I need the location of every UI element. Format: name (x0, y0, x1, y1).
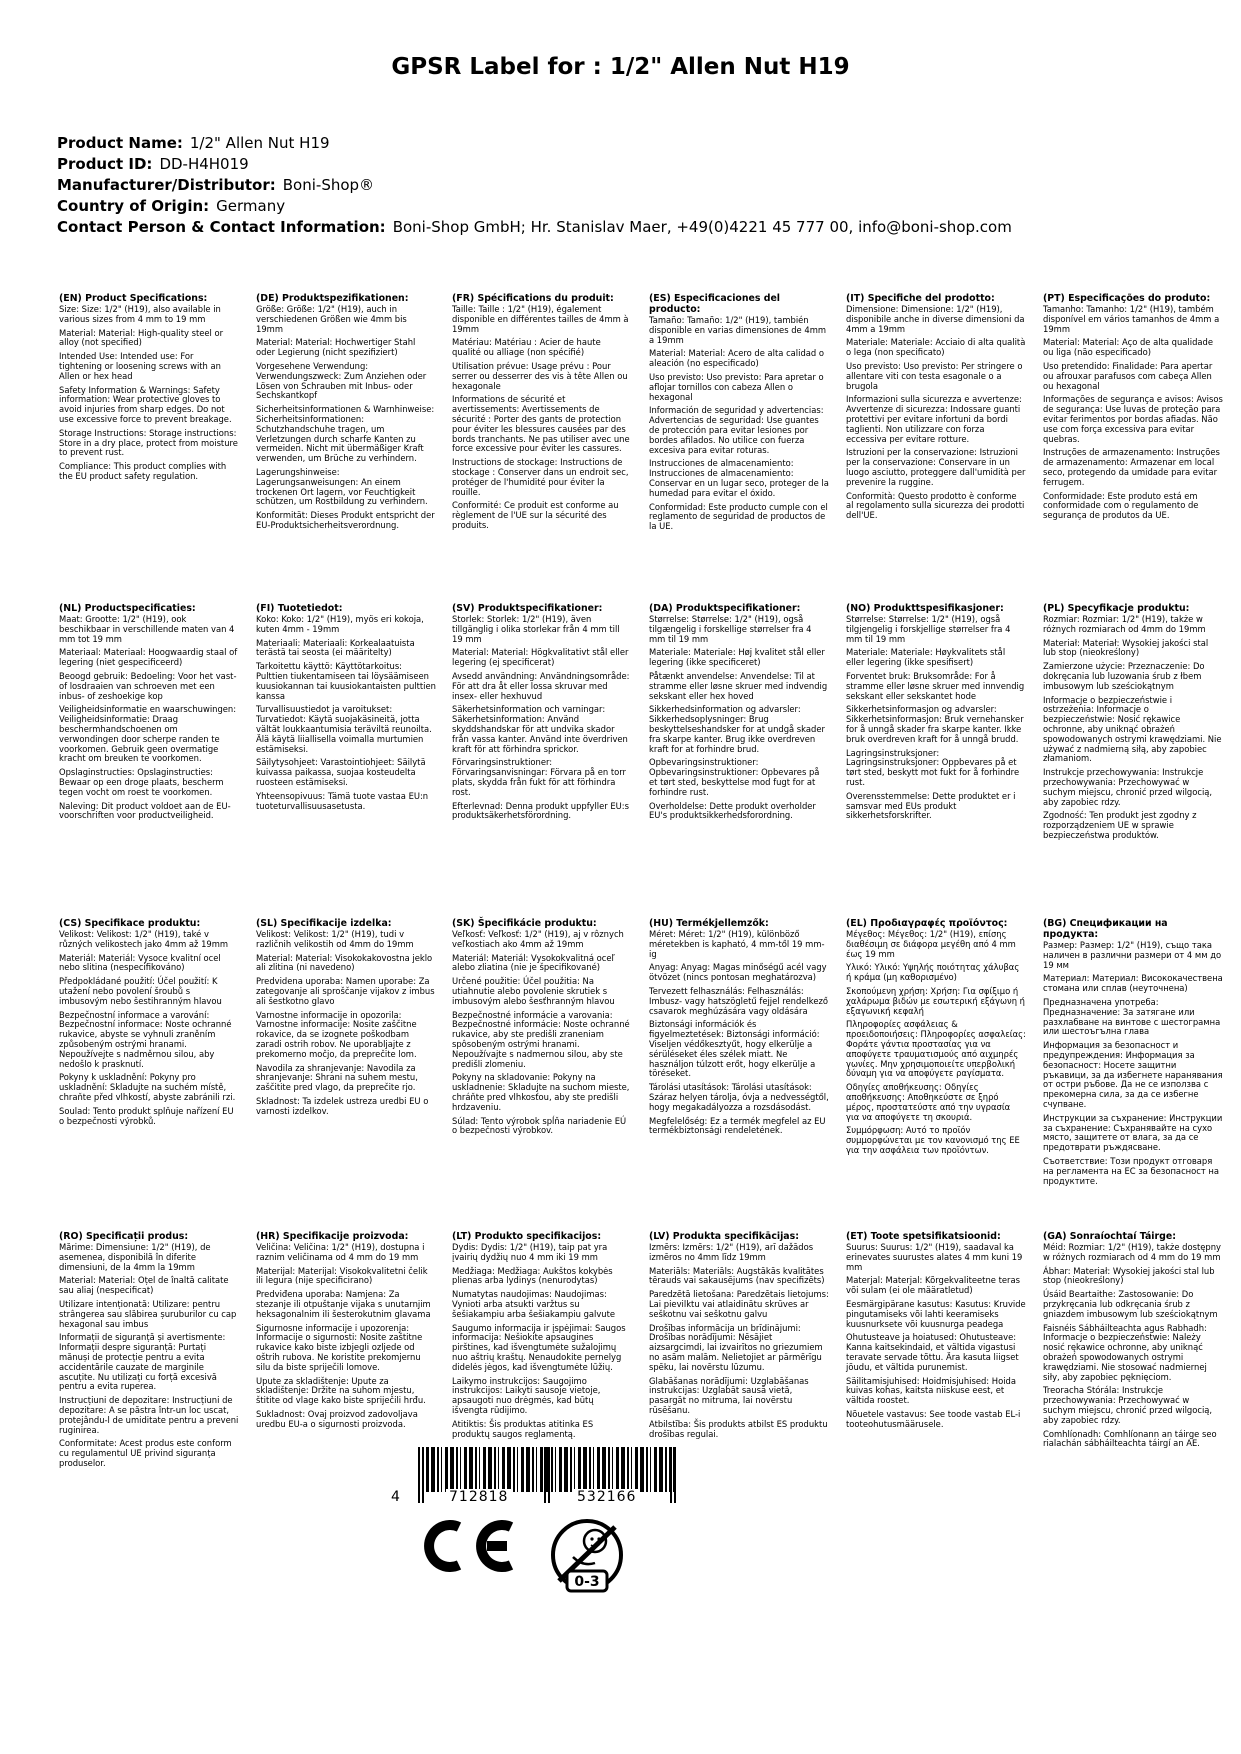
spec-paragraph: Størrelse: Størrelse: 1/2" (H19), også tilgjengelig i forskjellige størrelser fra 4 mm til 19 mm (846, 614, 1011, 644)
spec-paragraph: Navodila za shranjevanje: Navodila za shranjevanje: Shrani na suhem mestu, zaščitite pred vlago, da preprečite rjo. (256, 1062, 418, 1093)
lang-block-pl (1043, 603, 1223, 845)
spec-paragraph: Mărime: Dimensiune: 1/2" (H19), de asemenea, disponibilă în diferite dimensiuni, de la 4mm la 19mm (59, 1242, 211, 1272)
spec-paragraph: Tárolási utasítások: Tárolási utasítások: Száraz helyen tárolja, óvja a nedvességtől, hogy megakadályozza a rozsdásodást. (649, 1082, 829, 1112)
spec-paragraph: Informații de siguranță și avertismente: Informații despre siguranță: Purtați mănuși de protecție pentru a evita accidentările cauzate de marginile ascuțite. Nu utilizați cu forță excesivă pentru a evita ruperea. (59, 1332, 226, 1392)
lang-block-fi-title: (FI) Tuotetiedot: (256, 603, 343, 614)
spec-paragraph: Vorgesehene Verwendung: Verwendungszweck: Zum Anziehen oder Lösen von Schrauben mit Inbus- oder Sechskantkopf (256, 360, 427, 401)
spec-paragraph: Uso pretendido: Finalidade: Para apertar ou afrouxar parafusos com cabeça Allen ou hexagonal (1043, 360, 1213, 391)
spec-paragraph: Storage Instructions: Storage instructions: Store in a dry place, protect from moisture to prevent rust. (59, 427, 238, 458)
lang-block-nl (59, 603, 239, 825)
lang-block-hu (649, 918, 829, 1140)
manufacturer-label: Manufacturer/Distributor: (57, 176, 276, 194)
lang-block-sk-body (452, 930, 632, 1136)
page-title: GPSR Label for : 1/2" Allen Nut H19 (391, 54, 850, 80)
spec-paragraph: Bezpečnostní informace a varování: Bezpečnostní informace: Noste ochranné rukavice, abyste se vyhnuli zraněním způsobeným ostrými hranami. Nepoužívejte s nadměrnou silou, aby nedošlo k prasknutí. (59, 1009, 232, 1069)
lang-block-en-title: (EN) Product Specifications: (59, 293, 208, 304)
spec-paragraph: Comhlíonadh: Comhlíonann an táirge seo rialachán sábháilteachta táirgí an AE. (1043, 1428, 1217, 1449)
spec-paragraph: Predviđena uporaba: Namjena: Za stezanje ili otpuštanje vijaka s unutarnjim heksagonalnim ili šesterokutnim glavama (256, 1289, 431, 1319)
origin-row (57, 196, 1207, 217)
spec-paragraph: Conformidad: Este producto cumple con el reglamento de seguridad de productos de la UE. (649, 501, 828, 532)
spec-paragraph: Veiligheidsinformatie en waarschuwingen: Veiligheidsinformatie: Draag beschermhandschoenen om verwondingen door scherpe randen te voorkomen. Gebruik geen overmatige kracht om breuken te voorkomen. (59, 704, 237, 764)
lang-block-ga-body (1043, 1243, 1223, 1449)
lang-block-lt-title: (LT) Produkto specifikacijos: (452, 1231, 602, 1242)
barcode-guard-bar (422, 1447, 424, 1503)
spec-paragraph: Saugumo informacija ir įspėjimai: Saugos informacija: Nešiokite apsaugines pirštines, kad išvengtumėte sužalojimų nuo aštrių kraštų. Nenaudokite pernelyg didelės jėgos, kad išvengtumėte lūžių. (452, 1322, 626, 1372)
spec-paragraph: Anyag: Anyag: Magas minőségű acél vagy ötvözet (nincs pontosan meghatározva) (649, 962, 827, 983)
lang-block-en-body (59, 305, 239, 482)
spec-paragraph: Material: Material: High-quality steel or alloy (not specified) (59, 327, 224, 348)
lang-block-ga-title: (GA) Sonraíochtaí Táirge: (1043, 1231, 1176, 1242)
spec-paragraph: Material: Material: Aço de alta qualidade ou liga (não especificado) (1043, 337, 1213, 358)
product-name-label: Product Name: (57, 134, 183, 152)
spec-paragraph: Taille: Taille : 1/2" (H19), également disponible en différentes tailles de 4mm à 19mm (452, 304, 629, 334)
lang-block-el (846, 918, 1026, 1160)
lang-block-sv-title: (SV) Produktspecifikationer: (452, 603, 603, 614)
lang-block-ro-title: (RO) Specificații produs: (59, 1231, 189, 1242)
spec-paragraph: Informações de segurança e avisos: Avisos de segurança: Use luvas de proteção para evitar ferimentos por bordas afiadas. Não use com força excessiva para evitar quebras. (1043, 394, 1223, 444)
barcode-guard-bar (548, 1447, 550, 1503)
contact-row (57, 217, 1207, 238)
lang-block-ro (59, 1231, 239, 1473)
spec-paragraph: Material: Material: Högkvalitativt stål eller legering (ej specificerat) (452, 647, 629, 668)
spec-paragraph: Rozmiar: Rozmiar: 1/2" (H19), także w różnych rozmiarach od 4mm do 19mm (1043, 614, 1206, 634)
lang-block-no-body (846, 615, 1026, 821)
product-name-row (57, 133, 1207, 154)
spec-paragraph: Tamanho: Tamanho: 1/2" (H19), também disponível em vários tamanhos de 4mm a 19mm (1043, 304, 1220, 334)
spec-paragraph: Safety Information & Warnings: Safety information: Wear protective gloves to avoid injuries from sharp edges. Do not use excessive force to prevent breakage. (59, 384, 232, 424)
spec-paragraph: Treoracha Stórála: Instrukcje przechowywania: Przechowywać w suchym miejscu, chronić przed wilgocią, aby zapobiec rdzy. (1043, 1385, 1213, 1425)
spec-paragraph: Paredzētā lietošana: Paredzētais lietojums: Lai pievilktu vai atlaidinātu skrūves ar seškotnu vai seškotnu galvu (649, 1289, 829, 1319)
spec-paragraph: Overholdelse: Dette produkt overholder EU's produktsikkerhedsforordning. (649, 800, 816, 821)
spec-paragraph: Úsáid Beartaithe: Zastosowanie: Do przykręcania lub odkręcania śrub z gniazdem imbusowym lub sześciokątnym (1043, 1289, 1218, 1319)
spec-paragraph: Materjal: Materjal: Kõrgekvaliteetne teras või sulam (ei ole määratletud) (846, 1275, 1020, 1296)
barcode-guard-bar (544, 1447, 546, 1503)
spec-paragraph: Drošības informācija un brīdinājumi: Drošības norādījumi: Nēsājiet aizsargcimdi, lai izvairītos no griezumiem no asām malām. Nelietojiet ar pārmērīgu spēku, lai novērstu lūzumu. (649, 1322, 823, 1372)
lang-block-bg-title: (BG) Спецификации на продукта: (1043, 918, 1168, 940)
spec-paragraph: Conformità: Questo prodotto è conforme al regolamento sulla sicurezza dei prodotti dell'UE. (846, 490, 1025, 521)
spec-paragraph: Material: Material: Acero de alta calidad o aleación (no especificado) (649, 348, 825, 369)
origin-value: Germany (216, 197, 286, 215)
spec-paragraph: Intended Use: Intended use: For tightening or loosening screws with an Allen or hex head (59, 351, 221, 381)
spec-paragraph: Yhteensopivuus: Tämä tuote vastaa EU:n tuoteturvallisuusasetusta. (256, 790, 429, 811)
lang-block-et-title: (ET) Toote spetsifikatsioonid: (846, 1231, 1001, 1242)
spec-paragraph: Instruções de armazenamento: Instruções de armazenamento: Armazenar em local seco, protegendo da umidade para evitar ferrugem. (1043, 447, 1220, 487)
spec-paragraph: Материал: Материал: Висококачествена стомана или сплав (неуточнена) (1043, 973, 1223, 994)
spec-paragraph: Pokyny k uskladnění: Pokyny pro uskladnění: Skladujte na suchém místě, chraňte před vlhkostí, abyste zabránili rzi. (59, 1072, 236, 1102)
lang-block-es-title: (ES) Especificaciones del producto: (649, 293, 781, 315)
contact-value: Boni-Shop GmbH; Hr. Stanislav Maer, +49(0)4221 45 777 00, info@boni-shop.com (392, 218, 1012, 236)
spec-paragraph: Materiál: Materiál: Vysoce kvalitní ocel nebo slitina (nespecifikováno) (59, 952, 221, 973)
spec-paragraph: Beoogd gebruik: Bedoeling: Voor het vast- of losdraaien van schroeven met een inbus- of zeshoekige kop (59, 670, 237, 701)
spec-paragraph: Instrucțiuni de depozitare: Instrucțiuni de depozitare: A se păstra într-un loc uscat, protejându-l de umiditate pentru a preveni ruginirea. (59, 1395, 239, 1435)
lang-block-sv-body (452, 615, 632, 821)
spec-paragraph: Conformité: Ce produit est conforme au règlement de l'UE sur la sécurité des produits. (452, 500, 619, 530)
spec-paragraph: Numatytas naudojimas: Naudojimas: Vynioti arba atsukti varžtus su šešiakampiu arba šešiakampiu galvute (452, 1289, 616, 1319)
lang-block-no-title: (NO) Produkttspesifikasjoner: (846, 603, 1004, 614)
lang-block-et-body (846, 1243, 1026, 1430)
spec-paragraph: Materiale: Materiale: Høykvalitets stål eller legering (ikke spesifisert) (846, 647, 1006, 668)
lang-block-cs (59, 918, 239, 1130)
spec-paragraph: Dimensione: Dimensione: 1/2" (H19), disponibile anche in diverse dimensioni da 4mm a 19mm (846, 304, 1025, 334)
lang-block-it (846, 293, 1026, 525)
spec-paragraph: Faisnéis Sábháilteachta agus Rabhadh: Informacje o bezpieczeństwie: Należy nosić rękawice ochronne, aby uniknąć obrażeń spowodowanych ostrymi krawędziami. Nie stosować nadmiernej siły, aby zapobiec pęknięciom. (1043, 1322, 1207, 1382)
spec-paragraph: Tarkoitettu käyttö: Käyttötarkoitus: Pulttien tiukentamiseen tai löysäämiseen kuusiokannan tai kuusiokantaisten pulttien kanssa (256, 661, 436, 701)
lang-block-it-title: (IT) Specifiche del prodotto: (846, 293, 995, 304)
spec-paragraph: Veľkosť: Veľkosť: 1/2" (H19), aj v rôznych veľkostiach ako 4mm až 19mm (452, 929, 624, 949)
spec-paragraph: Información de seguridad y advertencias: Advertencias de seguridad: Use guantes de protección para evitar lesiones por bordes afilados. No utilice con fuerza excesiva para evitar roturas. (649, 405, 824, 455)
spec-paragraph: Instructions de stockage: Instructions de stockage : Conserver dans un endroit sec, protéger de l'humidité pour éviter la rouille. (452, 457, 629, 497)
spec-paragraph: Съответствие: Този продукт отговаря на регламента на ЕС за безопасност на продуктите. (1043, 1155, 1220, 1186)
barcode-digit-group2: 532166 (574, 1489, 639, 1505)
spec-paragraph: Materiaal: Materiaal: Hoogwaardig staal of legering (niet gespecificeerd) (59, 647, 238, 668)
spec-paragraph: Materiál: Materiál: Vysokokvalitná oceľ alebo zliatina (nie je špecifikované) (452, 952, 615, 973)
spec-paragraph: Πληροφορίες ασφάλειας & προειδοποιήσεις: Πληροφορίες ασφαλείας: Φοράτε γάντια προστασίας για να αποφύγετε τραυματισμούς από αιχμηρές γωνίες. Μην χρησιμοποιείτε υπερβολική δύναμη για να αποφύγετε ραγίσματα. (846, 1019, 1026, 1079)
barcode-guard-bar (418, 1447, 420, 1503)
spec-paragraph: Matériau: Matériau : Acier de haute qualité ou alliage (non spécifié) (452, 337, 601, 358)
barcode-bars-icon (418, 1447, 674, 1492)
product-info (57, 133, 1207, 238)
spec-paragraph: Conformitate: Acest produs este conform cu regulamentul UE privind siguranța produselor. (59, 1438, 232, 1468)
barcode-guard-bar (674, 1447, 676, 1503)
contact-label: Contact Person & Contact Information: (57, 218, 386, 236)
spec-paragraph: Velikost: Velikost: 1/2" (H19), také v různých velikostech jako 4mm až 19mm (59, 929, 229, 949)
spec-paragraph: Konformität: Dieses Produkt entspricht der EU-Produktsicherheitsverordnung. (256, 510, 435, 530)
lang-block-lt-body (452, 1243, 632, 1439)
spec-paragraph: Informacje o bezpieczeństwie i ostrzeżenia: Informacje o bezpieczeństwie: Nosić rękawice ochronne, aby uniknąć obrażeń spowodowanych ostrymi krawędziami. Nie używać z nadmierną siłą, aby zapobiec złamaniom. (1043, 694, 1222, 764)
spec-paragraph: Σκοπούμενη χρήση: Χρήση: Για σφίξιμο ή χαλάρωμα βιδών με εσωτερική εξάγωνη ή εξαγωνική κεφαλή (846, 985, 1025, 1016)
lang-block-sl-title: (SL) Specifikacije izdelka: (256, 918, 392, 929)
lang-block-ro-body (59, 1243, 239, 1469)
lang-block-lt (452, 1231, 632, 1443)
spec-paragraph: Säkerhetsinformation och varningar: Säkerhetsinformation: Använd skyddshandskar för att undvika skador från vassa kanter. Använd inte överdriven kraft för att förhindra sprickor. (452, 704, 628, 754)
lang-block-sl-body (256, 930, 436, 1117)
spec-paragraph: Opbevaringsinstruktioner: Opbevaringsinstruktioner: Opbevares på et tørt sted, beskyttelse mod fugt for at forhindre rust. (649, 757, 820, 797)
lang-block-cs-body (59, 930, 239, 1126)
lang-block-da-title: (DA) Produktspecifikationer: (649, 603, 801, 614)
spec-paragraph: Avsedd användning: Användningsområde: För att dra åt eller lossa skruvar med insex- eller hexhuvud (452, 670, 630, 701)
spec-paragraph: Skladnost: Ta izdelek ustreza uredbi EU o varnosti izdelkov. (256, 1095, 429, 1116)
spec-paragraph: Materiaali: Materiaali: Korkealaatuista terästä tai seosta (ei määritelty) (256, 637, 415, 658)
lang-block-el-title: (EL) Προδιαγραφές προϊόντος: (846, 918, 1008, 929)
spec-paragraph: Dydis: Dydis: 1/2" (H19), taip pat yra įvairių dydžių nuo 4 mm iki 19 mm (452, 1242, 608, 1262)
lang-block-et (846, 1231, 1026, 1434)
spec-paragraph: Určené použitie: Účel použitia: Na utiahnutie alebo povolenie skrutiek s imbusovým alebo šesťhranným hlavou (452, 976, 615, 1006)
spec-paragraph: Atbilstība: Šis produkts atbilst ES produktu drošības regulai. (649, 1418, 828, 1439)
spec-paragraph: Conformidade: Este produto está em conformidade com o regulamento de segurança de produtos da UE. (1043, 490, 1199, 521)
spec-paragraph: Uso previsto: Uso previsto: Per stringere o allentare viti con testa esagonale o a brugola (846, 360, 1023, 391)
spec-paragraph: Laikymo instrukcijos: Saugojimo instrukcijos: Laikyti sausoje vietoje, apsaugoti nuo drėgmės, kad būtų išvengta rūdijimo. (452, 1375, 601, 1415)
spec-paragraph: Информация за безопасност и предупреждения: Информация за безопасност: Носете защитни ръкавици, за да избегнете наранявания от остри ръбове. Да не се използва с прекомерна сила, за да се избегне счупване. (1043, 1040, 1223, 1109)
spec-paragraph: Turvallisuustiedot ja varoitukset: Turvatiedot: Käytä suojakäsineitä, jotta vältät loukkaantumisia teräviltä reunoilta. Älä käytä liiallisella voimalla murtumien estämiseksi. (256, 704, 432, 754)
barcode-digit-leading: 4 (391, 1489, 401, 1505)
spec-paragraph: Συμμόρφωση: Αυτό το προϊόν συμμορφώνεται με τον κανονισμό της ΕΕ για την ασφάλεια των προϊόντων. (846, 1125, 1020, 1155)
spec-paragraph: Sukladnost: Ovaj proizvod zadovoljava uredbu EU-a o sigurnosti proizvoda. (256, 1408, 418, 1429)
lang-block-es (649, 293, 829, 536)
lang-block-sk-title: (SK) Špecifikácie produktu: (452, 918, 597, 929)
spec-paragraph: Efterlevnad: Denna produkt uppfyller EU:s produktsäkerhetsförordning. (452, 800, 629, 821)
ce-mark-icon (415, 1520, 519, 1576)
spec-paragraph: Velikost: Velikost: 1/2" (H19), tudi v različnih velikostih od 4mm do 19mm (256, 929, 414, 949)
spec-paragraph: Materijal: Materijal: Visokokvalitetni čelik ili legura (nije specificirano) (256, 1265, 428, 1286)
spec-paragraph: Ohutusteave ja hoiatused: Ohutusteave: Kanna kaitsekindaid, et vältida vigastusi teravate servade tõttu. Ära kasuta liigset jõudu, et vältida purunemist. (846, 1332, 1019, 1372)
spec-paragraph: Uso previsto: Uso previsto: Para apretar o aflojar tornillos con cabeza Allen o hexagonal (649, 371, 824, 402)
lang-block-it-body (846, 305, 1026, 521)
spec-paragraph: Инструкции за съхранение: Инструкции за съхранение: Съхранявайте на сухо място, защитете от влага, за да се предотврати ръждясване. (1043, 1112, 1223, 1153)
spec-paragraph: Glabāšanas norādījumi: Uzglabāšanas instrukcijas: Uzglabāt sausā vietā, pasargāt no mitruma, lai novērstu rūsēšanu. (649, 1375, 809, 1415)
spec-paragraph: Předpokládané použití: Účel použití: K utažení nebo povolení šroubů s imbusovým nebo šestihranným hlavou (59, 976, 222, 1006)
spec-paragraph: Instrukcje przechowywania: Instrukcje przechowywania: Przechowywać w suchym miejscu, chronić przed wilgocią, aby zapobiec rdzy. (1043, 767, 1213, 807)
spec-paragraph: Biztonsági információk és figyelmeztetések: Biztonsági információ: Viseljen védőkesztyűt, hogy elkerülje a sérüléseket éles szélek miatt. Ne használjon túlzott erőt, hogy elkerülje a töréseket. (649, 1019, 820, 1079)
spec-paragraph: Méret: Méret: 1/2" (H19), különböző méretekben is kapható, 4 mm-től 19 mm-ig (649, 929, 825, 959)
barcode-digit-group1: 712818 (446, 1489, 511, 1505)
lang-block-hr-title: (HR) Specifikacije proizvoda: (256, 1231, 409, 1242)
spec-paragraph: Predvidena uporaba: Namen uporabe: Za zategovanje ali sproščanje vijakov z imbus ali šestkotno glavo (256, 976, 435, 1006)
spec-paragraph: Tamaño: Tamaño: 1/2" (H19), también disponible en varias dimensiones de 4mm a 19mm (649, 315, 827, 345)
spec-paragraph: Bezpečnostné informácie a varovania: Bezpečnostné informácie: Noste ochranné rukavice, aby ste predišli zraneniam spôsobeným ostrými hranami. Nepoužívajte s nadmernou silou, aby ste predišli zlomeniu. (452, 1009, 630, 1069)
lang-block-ga (1043, 1231, 1223, 1453)
origin-label: Country of Origin: (57, 197, 210, 215)
spec-paragraph: Utilisation prévue: Usage prévu : Pour serrer ou desserrer des vis à tête Allen ou hexagonale (452, 360, 628, 391)
spec-paragraph: Lagerungshinweise: Lagerungsanweisungen: An einem trockenen Ort lagern, vor Feuchtigkeit schützen, um Rostbildung zu verhindern. (256, 466, 428, 507)
spec-paragraph: Varnostne informacije in opozorila: Varnostne informacije: Nosite zaščitne rokavice, da se izognete poškodbam zaradi ostrih robov. Ne uporabljajte z prekomerno močjo, da preprečite lom. (256, 1009, 417, 1059)
spec-paragraph: Zgodność: Ten produkt jest zgodny z rozporządzeniem UE w sprawie bezpieczeństwa produktów. (1043, 810, 1197, 840)
spec-paragraph: Sicherheitsinformationen & Warnhinweise: Sicherheitsinformationen: Schutzhandschuhe tragen, um Verletzungen durch scharfe Kanten zu vermeiden. Nicht mit übermäßiger Kraft verwenden, um Brüche zu verhindern. (256, 404, 435, 464)
spec-paragraph: Οδηγίες αποθήκευσης: Οδηγίες αποθήκευσης: Αποθηκεύστε σε ξηρό μέρος, προστατεύστε από την υγρασία για να αποφύγετε τη σκουριά. (846, 1082, 1011, 1122)
lang-block-el-body (846, 930, 1026, 1156)
spec-paragraph: Предназначена употреба: Предназначение: За затягане или разхлабване на винтове с шестограмна или шестоъгълна глава (1043, 996, 1221, 1037)
barcode-guard-bar (670, 1447, 672, 1503)
spec-paragraph: Størrelse: Størrelse: 1/2" (H19), også tilgængelig i forskellige størrelser fra 4 mm til 19 mm (649, 614, 812, 644)
lang-block-sl (256, 918, 436, 1121)
lang-block-lv (649, 1231, 829, 1443)
barcode (388, 1447, 688, 1507)
spec-paragraph: Medžiaga: Medžiaga: Aukštos kokybės plienas arba lydinys (nenurodytas) (452, 1265, 613, 1286)
spec-paragraph: Pokyny na skladovanie: Pokyny na uskladnenie: Skladujte na suchom mieste, chráňte pred vlhkosťou, aby ste predišli hrdzaveniu. (452, 1072, 630, 1112)
lang-block-pt-title: (PT) Especificações do produto: (1043, 293, 1211, 304)
spec-paragraph: Maat: Grootte: 1/2" (H19), ook beschikbaar in verschillende maten van 4 mm tot 19 mm (59, 614, 235, 644)
lang-block-da-body (649, 615, 829, 821)
spec-paragraph: Informazioni sulla sicurezza e avvertenze: Avvertenze di sicurezza: Indossare guanti protettivi per evitare infortuni da bordi taglienti. Non utilizzare con forza eccessiva per evitare rotture. (846, 394, 1022, 444)
lang-block-bg-body (1043, 941, 1223, 1186)
lang-block-fr-body (452, 305, 632, 531)
spec-paragraph: Material: Material: Visokokakovostna jeklo ali zlitina (ni navedeno) (256, 952, 433, 973)
spec-paragraph: Sikkerhedsinformation og advarsler: Sikkerhedsoplysninger: Brug beskyttelseshandsker for at undgå skader fra skarpe kanter. Brug ikke overdreven kraft for at forhindre brud. (649, 704, 825, 754)
spec-paragraph: Compliance: This product complies with the EU product safety regulation. (59, 461, 227, 481)
spec-paragraph: Säilitamisjuhised: Hoidmisjuhised: Hoida kuivas kohas, kaitsta niiskuse eest, et vältida roostet. (846, 1375, 1016, 1406)
spec-paragraph: Naleving: Dit product voldoet aan de EU-voorschriften voor productveiligheid. (59, 800, 231, 821)
lang-block-nl-title: (NL) Productspecificaties: (59, 603, 196, 614)
spec-paragraph: Storlek: Storlek: 1/2" (H19), även tillgänglig i olika storlekar från 4 mm till 19 mm (452, 614, 620, 644)
spec-paragraph: Zamierzone użycie: Przeznaczenie: Do dokręcania lub luzowania śrub z łbem imbusowym lub sześciokątnym (1043, 661, 1205, 691)
spec-paragraph: Förvaringsinstruktioner: Förvaringsanvisningar: Förvara på en torr plats, skydda från fukt för att förhindra rost. (452, 757, 626, 797)
lang-block-de (256, 293, 436, 535)
spec-paragraph: Säilytysohjeet: Varastointiohjeet: Säilytä kuivassa paikassa, suojaa kosteudelta ruosteen estämiseksi. (256, 757, 426, 787)
lang-block-bg (1043, 918, 1223, 1190)
spec-paragraph: Размер: Размер: 1/2" (H19), също така наличен в различни размери от 4 мм до 19 мм (1043, 940, 1222, 970)
spec-paragraph: Sikkerhetsinformasjon og advarsler: Sikkerhetsinformasjon: Bruk vernehansker for å unngå skader fra skarpe kanter. Ikke bruk overdreven kraft for å unngå brudd. (846, 704, 1024, 744)
spec-paragraph: Informations de sécurité et avertissements: Avertissements de sécurité : Porter des gants de protection pour éviter les blessures causées par des bords tranchants. Ne pas utiliser avec une force excessive pour éviter les cassures. (452, 394, 630, 454)
age-warning-icon (549, 1515, 625, 1605)
spec-paragraph: Upute za skladištenje: Upute za skladištenje: Držite na suhom mjestu, štitite od vlage kako biste spriječili hrđu. (256, 1375, 426, 1406)
lang-block-es-body (649, 316, 829, 532)
lang-block-lv-body (649, 1243, 829, 1439)
spec-paragraph: Größe: Größe: 1/2" (H19), auch in verschiedenen Größen wie 4mm bis 19mm (256, 304, 407, 334)
spec-paragraph: Utilizare intenționată: Utilizare: pentru strângerea sau slăbirea șuruburilor cu cap hexagonal sau imbus (59, 1298, 237, 1329)
spec-paragraph: Ábhar: Materiał: Wysokiej jakości stal lub stop (nieokreślony) (1043, 1265, 1215, 1286)
spec-paragraph: Soulad: Tento produkt splňuje nařízení EU o bezpečnosti výrobků. (59, 1105, 234, 1126)
lang-block-de-body (256, 305, 436, 531)
spec-paragraph: Μέγεθος: Μέγεθος: 1/2" (H19), επίσης διαθέσιμη σε διάφορα μεγέθη από 4 mm έως 19 mm (846, 929, 1016, 959)
spec-paragraph: Nõuetele vastavus: See toode vastab EL-i tooteohutusmäärusele. (846, 1408, 1021, 1429)
spec-paragraph: Materiāls: Materiāls: Augstākās kvalitātes tērauds vai sakausējums (nav specifizēts) (649, 1265, 825, 1286)
spec-paragraph: Material: Material: Hochwertiger Stahl oder Legierung (nicht spezifiziert) (256, 337, 416, 358)
lang-block-fr (452, 293, 632, 535)
lang-block-fi (256, 603, 436, 815)
lang-block-no (846, 603, 1026, 825)
spec-paragraph: Koko: Koko: 1/2" (H19), myös eri kokoja, kuten 4mm - 19mm (256, 614, 424, 634)
lang-block-hu-title: (HU) Termékjellemzők: (649, 918, 769, 929)
spec-paragraph: Sigurnosne informacije i upozorenja: Informacije o sigurnosti: Nosite zaštitne rukavice kako biste izbjegli ozljede od oštrih rubova. Ne koristite prekomjernu silu da biste spriječili lomove. (256, 1322, 423, 1372)
lang-block-hr-body (256, 1243, 436, 1430)
spec-paragraph: Materiale: Materiale: Acciaio di alta qualità o lega (non specificato) (846, 337, 1026, 358)
product-name-value: 1/2" Allen Nut H19 (189, 134, 330, 152)
spec-paragraph: Istruzioni per la conservazione: Istruzioni per la conservazione: Conservare in un luogo asciutto, proteggere dall'umidità per prevenire la ruggine. (846, 447, 1026, 487)
spec-paragraph: Instrucciones de almacenamiento: Instrucciones de almacenamiento: Conservar en un lugar seco, proteger de la humedad para evitar el óxido. (649, 458, 829, 498)
spec-paragraph: Overensstemmelse: Dette produktet er i samsvar med EUs produkt sikkerhetsforskrifter. (846, 790, 1016, 821)
lang-block-pt (1043, 293, 1223, 525)
age-warning-label: 0-3 (574, 1574, 600, 1590)
lang-block-fr-title: (FR) Spécifications du produit: (452, 293, 614, 304)
spec-paragraph: Forventet bruk: Bruksområde: For å stramme eller løsne skruer med innvendig sekskant eller sekskantet hode (846, 670, 1025, 701)
manufacturer-value: Boni-Shop® (282, 176, 375, 194)
spec-paragraph: Lagringsinstruksjoner: Lagringsinstruksjoner: Oppbevares på et tørt sted, beskytt mot fukt for å forhindre rust. (846, 747, 1020, 787)
spec-paragraph: Suurus: Suurus: 1/2" (H19), saadaval ka erinevates suurustes alates 4 mm kuni 19 mm (846, 1242, 1023, 1272)
spec-paragraph: Atitiktis: Šis produktas atitinka ES produktų saugos reglamentą. (452, 1418, 594, 1439)
spec-paragraph: Méid: Rozmiar: 1/2" (H19), także dostępny w różnych rozmiarach od 4 mm do 19 mm (1043, 1242, 1221, 1262)
lang-block-cs-title: (CS) Specifikace produktu: (59, 918, 201, 929)
spec-paragraph: Opslaginstructies: Opslaginstructies: Bewaar op een droge plaats, bescherm tegen vocht om roest te voorkomen. (59, 767, 224, 797)
lang-block-de-title: (DE) Produktspezifikationen: (256, 293, 409, 304)
spec-paragraph: Materiale: Materiale: Høj kvalitet stål eller legering (ikke specificeret) (649, 647, 825, 668)
spec-paragraph: Eesmärgipärane kasutus: Kasutus: Kruvide pingutamiseks või lahti keeramiseks kuusnurksete või kuusnurga peadega (846, 1298, 1026, 1329)
product-id-value: DD-H4H019 (159, 155, 249, 173)
lang-block-hr (256, 1231, 436, 1434)
lang-block-pl-title: (PL) Specyfikacje produktu: (1043, 603, 1190, 614)
product-id-label: Product ID: (57, 155, 153, 173)
lang-block-nl-body (59, 615, 239, 821)
manufacturer-row (57, 175, 1207, 196)
spec-paragraph: Υλικό: Υλικό: Υψηλής ποιότητας χάλυβας ή κράμα (μη καθορισμένο) (846, 962, 1020, 983)
spec-paragraph: Size: Size: 1/2" (H19), also available in various sizes from 4 mm to 19 mm (59, 304, 221, 324)
spec-paragraph: Tervezett felhasználás: Felhasználás: Imbusz- vagy hatszögletű fejjel rendelkező csavarok meghúzására vagy oldására (649, 985, 829, 1016)
spec-paragraph: Materiał: Materiał: Wysokiej jakości stal lub stop (nieokreślony) (1043, 637, 1209, 658)
lang-block-pl-body (1043, 615, 1223, 841)
lang-block-pt-body (1043, 305, 1223, 521)
spec-paragraph: Súlad: Tento výrobok spĺňa nariadenie EÚ o bezpečnosti výrobkov. (452, 1115, 627, 1136)
lang-block-sk (452, 918, 632, 1140)
lang-block-sv (452, 603, 632, 825)
spec-paragraph: Izmērs: Izmērs: 1/2" (H19), arī dažādos izmēros no 4mm līdz 19mm (649, 1242, 814, 1262)
lang-block-hu-body (649, 930, 829, 1136)
lang-block-da (649, 603, 829, 825)
lang-block-en (59, 293, 239, 486)
spec-paragraph: Material: Material: Oțel de înaltă calitate sau aliaj (nespecificat) (59, 1275, 229, 1296)
lang-block-fi-body (256, 615, 436, 811)
spec-paragraph: Megfelelőség: Ez a termék megfelel az EU termékbiztonsági rendeletének. (649, 1115, 826, 1136)
spec-paragraph: Påtænkt anvendelse: Anvendelse: Til at stramme eller løsne skruer med indvendig sekskant eller hex hoved (649, 670, 828, 701)
spec-paragraph: Veličina: Veličina: 1/2" (H19), dostupna i raznim veličinama od 4 mm do 19 mm (256, 1242, 425, 1262)
lang-block-lv-title: (LV) Produkta specifikācijas: (649, 1231, 799, 1242)
product-id-row (57, 154, 1207, 175)
